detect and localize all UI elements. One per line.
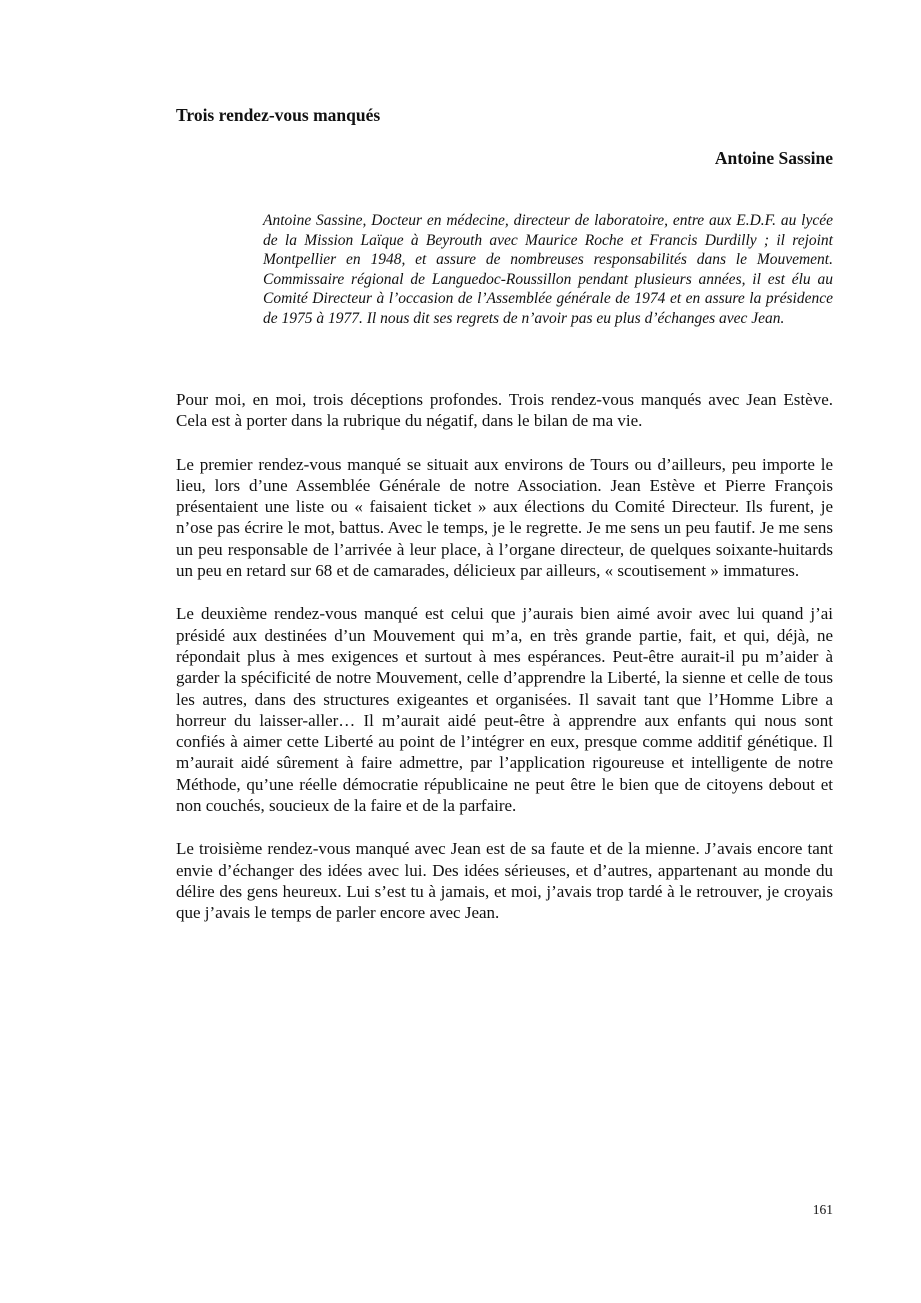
body-paragraph: Le deuxième rendez-vous manqué est celui que j’aurais bien aimé avoir avec lui quand j’ai présidé aux destinées d’un Mouvement qui m’a, en très grande partie, fait, et qui, déjà, ne répondait plus à mes exigences et surtout à mes espérances. Peut-être aurait-il pu m’aider à garder la spécificité de notre Mouvement, celle d’apprendre la Liberté, la sienne et celle de tous les autres, dans des structures exigeantes et organisées. Il savait tant que l’Homme Libre a horreur du laisser-aller… Il m’aurait aidé peut-être à apprendre aux enfants qui nous sont confiés à aimer cette Liberté au point de l’intégrer en eux, presque comme additif génétique. Il m’aurait aidé sûrement à faire admettre, par l’application rigoureuse et intelligente de notre Méthode, qu’une réelle démocratie républicaine ne peut être le bien que de citoyens debout et non couchés, soucieux de la faire et de la parfaire. — [176, 604, 833, 816]
article-title: Trois rendez-vous manqués — [176, 105, 381, 125]
body-paragraph: Le troisième rendez-vous manqué avec Jean est de sa faute et de la mienne. J’avais encore tant envie d’échanger des idées avec lui. Des idées sérieuses, et d’autres, appartenant au monde du délire des gens heureux. Lui s’est tu à jamais, et moi, j’avais trop tardé à le retrouver, je croyais que j’avais le temps de parler encore avec Jean. — [176, 839, 833, 923]
article-body — [176, 389, 833, 946]
body-paragraph: Pour moi, en moi, trois déceptions profondes. Trois rendez-vous manqués avec Jean Estève. Cela est à porter dans la rubrique du négatif, dans le bilan de ma vie. — [176, 390, 833, 431]
page-number: 161 — [812, 1202, 833, 1217]
author-bio-abstract: Antoine Sassine, Docteur en médecine, directeur de laboratoire, entre aux E.D.F. au lycée de la Mission Laïque à Beyrouth avec Maurice Roche et Francis Durdilly ; il rejoint Montpellier en 1948, et assure de nombreuses responsabilités dans le Mouvement. Commissaire régional de Languedoc-Roussillon pendant plusieurs années, il est élu au Comité Directeur à l’occasion de l’Assemblée générale de 1974 et en assure la présidence de 1975 à 1977. Il nous dit ses regrets de n’avoir pas eu plus d’échanges avec Jean. — [263, 212, 833, 327]
body-paragraph: Le premier rendez-vous manqué se situait aux environs de Tours ou d’ailleurs, peu importe le lieu, lors d’une Assemblée Générale de notre Association. Jean Estève et Pierre François présentaient une liste ou « faisaient ticket » aux élections du Comité Directeur. Ils furent, je n’ose pas écrire le mot, battus. Avec le temps, je le regrette. Je me sens un peu fautif. Je me sens un peu responsable de l’arrivée à leur place, à l’organe directeur, de quelques soixante-huitards un peu en retard sur 68 et de camarades, délicieux par ailleurs, « scoutisement » immatures. — [176, 454, 833, 581]
article-author: Antoine Sassine — [714, 148, 833, 168]
